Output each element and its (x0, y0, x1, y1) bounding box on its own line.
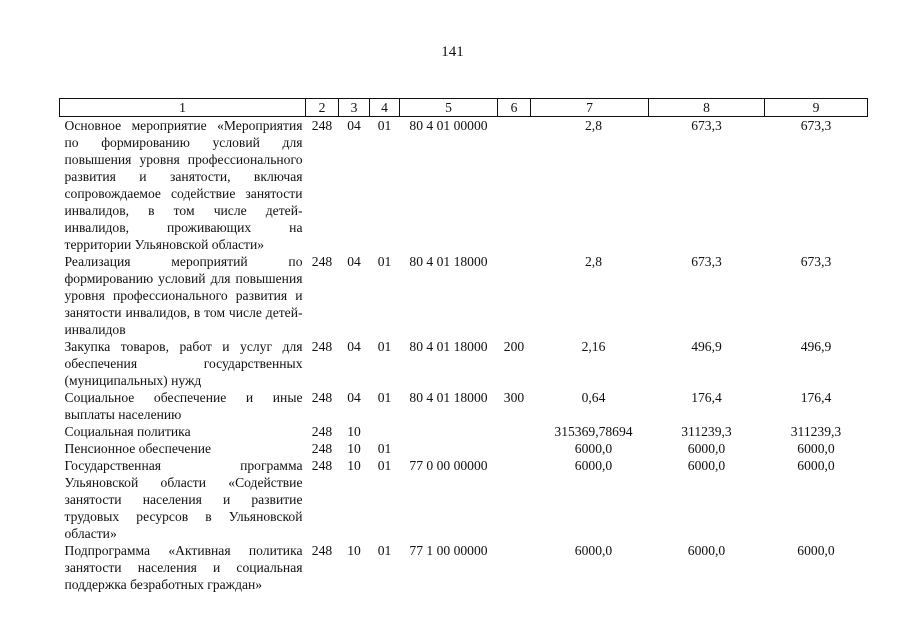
code-cell: 01 (377, 441, 392, 456)
row-name: Государственная программа Ульяновской области «Содействие занятости населения и развитие трудовых ресурсов в Ульяновской области» (64, 458, 303, 541)
code-cell: 04 (347, 254, 361, 269)
value-cell: 311239,3 (790, 424, 842, 439)
column-header: 8 (649, 99, 765, 117)
code-cell: 80 4 01 18000 (409, 339, 488, 354)
value-cell: 2,8 (585, 254, 602, 269)
table-row (60, 457, 868, 542)
value-cell: 6000,0 (687, 543, 726, 558)
code-cell: 04 (347, 390, 361, 405)
code-cell: 80 4 01 00000 (409, 118, 488, 133)
column-header: 3 (339, 99, 370, 117)
code-cell: 248 (311, 118, 333, 133)
code-cell: 77 1 00 00000 (409, 543, 488, 558)
row-name: Пенсионное обеспечение (64, 441, 212, 456)
budget-table (59, 98, 868, 593)
table-row (60, 423, 868, 440)
code-cell (400, 440, 498, 457)
code-cell: 248 (311, 424, 333, 439)
code-cell (498, 423, 531, 440)
code-cell: 10 (347, 441, 361, 456)
row-name: Основное мероприятие «Мероприятия по формированию условий для повышения уровня профессионального развития и занятости, включая сопровождаемое содействие занятости инвалидов, в том числе детей-инвалидов, проживающих на территории Ульяновской области» (64, 118, 303, 252)
page-number: 141 (441, 44, 464, 60)
code-cell: 248 (311, 458, 333, 473)
value-cell: 673,3 (800, 118, 832, 133)
code-cell (498, 542, 531, 593)
column-header: 9 (765, 99, 868, 117)
value-cell: 311239,3 (681, 424, 732, 439)
code-cell: 77 0 00 00000 (409, 458, 488, 473)
table-row (60, 389, 868, 423)
code-cell: 04 (347, 118, 361, 133)
row-name: Реализация мероприятий по формированию условий для повышения уровня профессионального развития и занятости инвалидов, в том числе детей-инвалидов (64, 254, 303, 337)
value-cell: 6000,0 (797, 441, 835, 456)
code-cell: 01 (377, 543, 392, 558)
code-cell: 01 (377, 254, 392, 269)
value-cell: 6000,0 (574, 458, 613, 473)
row-name: Подпрограмма «Активная политика занятости населения и социальная поддержка безработных граждан» (64, 543, 303, 592)
value-cell: 6000,0 (797, 543, 835, 558)
value-cell: 496,9 (800, 339, 832, 354)
code-cell: 80 4 01 18000 (409, 390, 488, 405)
code-cell: 248 (311, 543, 333, 558)
column-header: 2 (306, 99, 339, 117)
code-cell: 300 (503, 390, 525, 405)
value-cell: 6000,0 (687, 458, 726, 473)
value-cell: 6000,0 (687, 441, 726, 456)
code-cell: 04 (347, 339, 361, 354)
value-cell: 0,64 (581, 390, 606, 405)
code-cell: 248 (311, 254, 333, 269)
value-cell: 2,16 (581, 339, 606, 354)
code-cell: 10 (347, 458, 361, 473)
value-cell: 6000,0 (574, 543, 613, 558)
table-row (60, 440, 868, 457)
code-cell (400, 423, 498, 440)
code-cell (498, 457, 531, 542)
code-cell (370, 423, 400, 440)
code-cell: 01 (377, 458, 392, 473)
value-cell: 315369,78694 (554, 424, 633, 439)
value-cell: 176,4 (800, 390, 832, 405)
code-cell: 10 (347, 543, 361, 558)
code-cell: 200 (503, 339, 525, 354)
row-name: Закупка товаров, работ и услуг для обеспечения государственных (муниципальных) нужд (64, 339, 303, 388)
column-header: 5 (400, 99, 498, 117)
code-cell: 01 (377, 339, 392, 354)
column-header: 1 (60, 99, 306, 117)
value-cell: 496,9 (691, 339, 722, 354)
value-cell: 673,3 (691, 118, 722, 133)
value-cell: 673,3 (800, 254, 832, 269)
table-row (60, 542, 868, 593)
code-cell: 01 (377, 390, 392, 405)
value-cell: 2,8 (585, 118, 602, 133)
code-cell: 10 (347, 424, 361, 439)
value-cell: 176,4 (691, 390, 722, 405)
table-row (60, 253, 868, 338)
column-header: 7 (531, 99, 649, 117)
table-row (60, 117, 868, 254)
row-name: Социальная политика (64, 424, 191, 439)
code-cell (498, 440, 531, 457)
code-cell: 01 (377, 118, 392, 133)
code-cell (498, 117, 531, 254)
header-row (60, 99, 868, 117)
code-cell: 248 (311, 390, 333, 405)
row-name: Социальное обеспечение и иные выплаты населению (64, 390, 303, 422)
column-header: 4 (370, 99, 400, 117)
code-cell: 248 (311, 441, 333, 456)
code-cell: 80 4 01 18000 (409, 254, 488, 269)
column-header: 6 (498, 99, 531, 117)
value-cell: 6000,0 (574, 441, 613, 456)
value-cell: 6000,0 (797, 458, 835, 473)
table-row (60, 338, 868, 389)
code-cell: 248 (311, 339, 333, 354)
code-cell (498, 253, 531, 338)
value-cell: 673,3 (691, 254, 722, 269)
